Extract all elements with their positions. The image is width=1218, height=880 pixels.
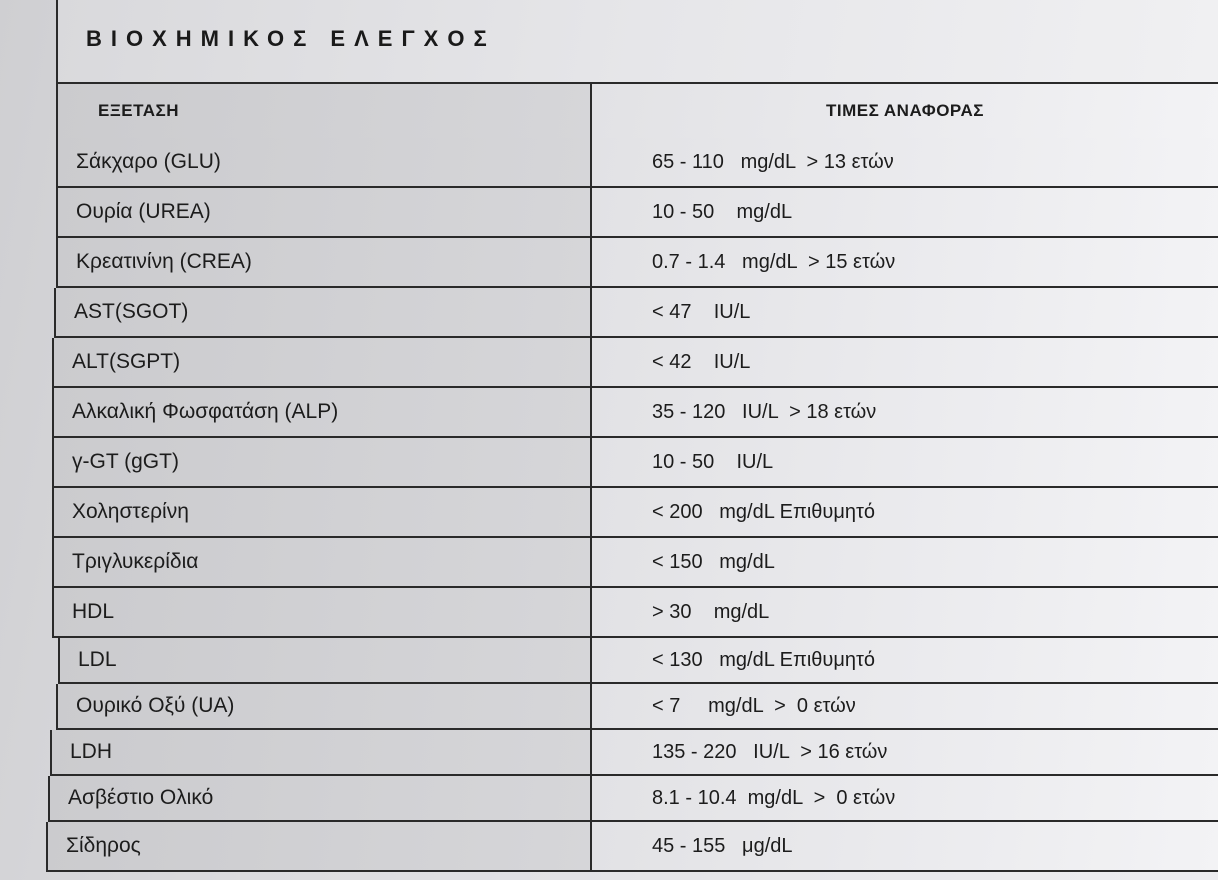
title-box	[56, 0, 1218, 84]
reference-value-cell	[590, 822, 1218, 872]
test-name: γ-GT (gGT)	[72, 450, 179, 473]
test-name-cell	[54, 288, 592, 338]
test-name: AST(SGOT)	[74, 300, 189, 323]
test-name-cell	[56, 188, 592, 238]
reference-value: 135 - 220 IU/L > 16 ετών	[652, 740, 888, 763]
test-name-cell	[56, 684, 592, 730]
test-name: Αλκαλική Φωσφατάση (ALP)	[72, 400, 339, 423]
table-row	[0, 730, 1218, 776]
test-name: Ουρικό Οξύ (UA)	[76, 694, 235, 717]
reference-value: < 7 mg/dL > 0 ετών	[652, 694, 856, 717]
reference-value: < 130 mg/dL Επιθυμητό	[652, 648, 875, 671]
reference-value-cell	[590, 438, 1218, 488]
table-row	[0, 438, 1218, 488]
header-test-label: ΕΞΕΤΑΣΗ	[98, 101, 179, 120]
test-name: Σάκχαρο (GLU)	[76, 150, 221, 173]
header-reference-cell	[590, 84, 1218, 140]
reference-value-cell	[590, 730, 1218, 776]
reference-value: < 150 mg/dL	[652, 550, 775, 573]
reference-value: 0.7 - 1.4 mg/dL > 15 ετών	[652, 250, 896, 273]
header-test-cell	[56, 84, 592, 140]
test-name-cell	[52, 388, 592, 438]
reference-value: 65 - 110 mg/dL > 13 ετών	[652, 150, 894, 173]
test-name-cell	[52, 488, 592, 538]
test-name-cell	[52, 438, 592, 488]
test-name: Ασβέστιο Ολικό	[68, 786, 214, 809]
test-name-cell	[58, 638, 592, 684]
table-row	[0, 638, 1218, 684]
reference-value-cell	[590, 638, 1218, 684]
reference-value: > 30 mg/dL	[652, 600, 770, 623]
reference-value: 35 - 120 IU/L > 18 ετών	[652, 400, 877, 423]
test-name: LDH	[70, 740, 113, 763]
table-row	[0, 488, 1218, 538]
test-name-cell	[50, 730, 592, 776]
reference-value-cell	[590, 138, 1218, 188]
test-name: Ουρία (UREA)	[76, 200, 211, 223]
reference-value-cell	[590, 684, 1218, 730]
test-name: Κρεατινίνη (CREA)	[76, 250, 252, 273]
table-row	[0, 388, 1218, 438]
test-name: Τριγλυκερίδια	[72, 550, 199, 573]
reference-value: < 42 IU/L	[652, 350, 751, 373]
table-row	[0, 288, 1218, 338]
test-name-cell	[56, 238, 592, 288]
table-row	[0, 538, 1218, 588]
test-name-cell	[56, 138, 592, 188]
reference-value: < 47 IU/L	[652, 300, 751, 323]
test-name-cell	[52, 338, 592, 388]
table-row	[0, 776, 1218, 822]
reference-value-cell	[590, 538, 1218, 588]
table-row	[0, 188, 1218, 238]
reference-value: 45 - 155 μg/dL	[652, 834, 793, 857]
table-row	[0, 138, 1218, 188]
table-row	[0, 684, 1218, 730]
reference-value-cell	[590, 588, 1218, 638]
reference-value: < 200 mg/dL Επιθυμητό	[652, 500, 875, 523]
test-name-cell	[52, 588, 592, 638]
test-name-cell	[52, 538, 592, 588]
reference-value-cell	[590, 188, 1218, 238]
test-name: Σίδηρος	[66, 834, 141, 857]
reference-value-cell	[590, 776, 1218, 822]
header-reference-label: ΤΙΜΕΣ ΑΝΑΦΟΡΑΣ	[825, 101, 984, 120]
test-name: ALT(SGPT)	[72, 350, 181, 373]
reference-value: 10 - 50 IU/L	[652, 450, 774, 473]
reference-value-cell	[590, 388, 1218, 438]
table-row	[0, 238, 1218, 288]
reference-value: 10 - 50 mg/dL	[652, 200, 793, 223]
reference-value-cell	[590, 238, 1218, 288]
table-row	[0, 338, 1218, 388]
document-title: ΒΙΟΧΗΜΙΚΟΣ ΕΛΕΓΧΟΣ	[86, 26, 496, 51]
test-name: Χοληστερίνη	[72, 500, 189, 523]
reference-value-cell	[590, 338, 1218, 388]
table-row	[0, 822, 1218, 872]
table-row	[0, 588, 1218, 638]
test-name-cell	[46, 822, 592, 872]
reference-value-cell	[590, 488, 1218, 538]
test-name-cell	[48, 776, 592, 822]
reference-value-cell	[590, 288, 1218, 338]
test-name: LDL	[78, 648, 117, 671]
test-name: HDL	[72, 600, 115, 623]
reference-value: 8.1 - 10.4 mg/dL > 0 ετών	[652, 786, 896, 809]
table-header-row	[0, 84, 1218, 140]
